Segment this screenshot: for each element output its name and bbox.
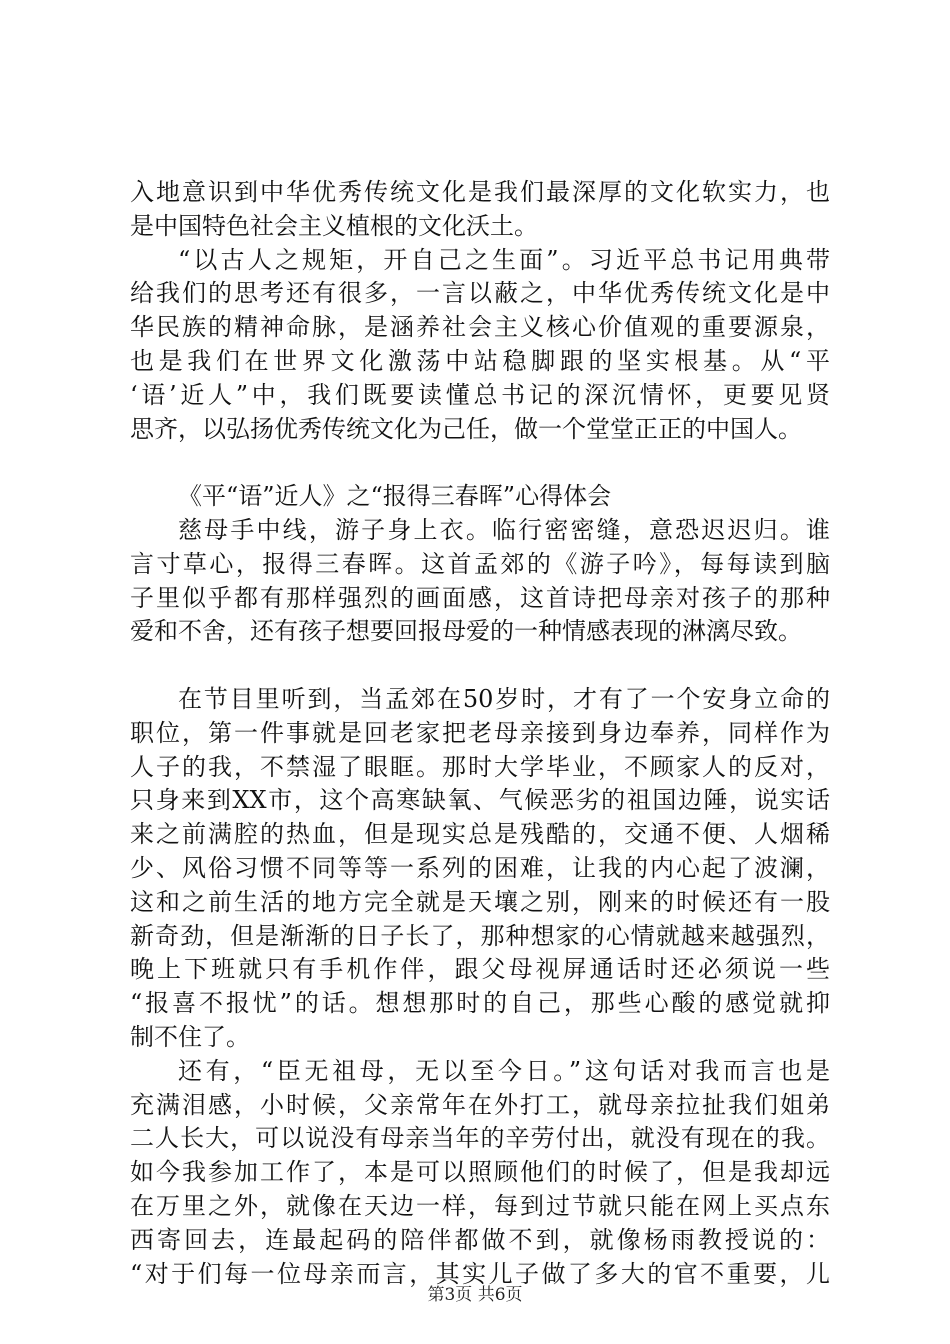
text-line: 还有，“臣无祖母，无以至今日。”这句话对我而言也是 bbox=[178, 1056, 830, 1085]
text-line: 爱和不舍，还有孩子想要回报母爱的一种情感表现的淋漓尽致。 bbox=[130, 617, 802, 646]
text-line: 华民族的精神命脉，是涵养社会主义核心价值观的重要源泉， bbox=[130, 313, 830, 342]
text-line: 少、风俗习惯不同等等一系列的困难，让我的内心起了波澜， bbox=[130, 853, 830, 882]
text-line: 来之前满腔的热血，但是现实总是残酷的，交通不便、人烟稀 bbox=[130, 820, 830, 849]
text-line: 如今我参加工作了，本是可以照顾他们的时候了，但是我却远 bbox=[130, 1158, 830, 1187]
text-line: “以古人之规矩，开自己之生面”。习近平总书记用典带 bbox=[178, 245, 830, 274]
text-line: ‘语’近人”中，我们既要读懂总书记的深沉情怀，更要见贤 bbox=[130, 380, 830, 409]
text-line: 二人长大，可以说没有母亲当年的辛劳付出，就没有现在的我。 bbox=[130, 1124, 830, 1153]
text-line: 入地意识到中华优秀传统文化是我们最深厚的文化软实力，也 bbox=[130, 178, 830, 206]
text-line: 这和之前生活的地方完全就是天壤之别，刚来的时候还有一股 bbox=[130, 887, 830, 916]
text-line: 充满泪感，小时候，父亲常年在外打工，就母亲拉扯我们姐弟 bbox=[130, 1090, 830, 1119]
text-line: 只身来到XX市，这个高寒缺氧、气候恶劣的祖国边陲，说实话 bbox=[130, 786, 830, 815]
text-line: 是中国特色社会主义植根的文化沃土。 bbox=[130, 211, 538, 240]
text-line: 西寄回去，连最起码的陪伴都做不到，就像杨雨教授说的： bbox=[130, 1225, 830, 1254]
section-heading: 《平“语”近人》之“报得三春晖”心得体会 bbox=[178, 482, 612, 511]
text-line: 在节目里听到，当孟郊在50岁时，才有了一个安身立命的 bbox=[178, 684, 830, 713]
text-line: 也是我们在世界文化激荡中站稳脚跟的坚实根基。从“平 bbox=[130, 346, 830, 375]
paragraph-gap bbox=[130, 649, 830, 683]
text-line: 新奇劲，但是渐渐的日子长了，那种想家的心情就越来越强烈， bbox=[130, 921, 830, 950]
text-line: 思齐，以弘扬优秀传统文化为己任，做一个堂堂正正的中国人。 bbox=[130, 414, 802, 443]
paragraph-gap bbox=[130, 446, 830, 480]
text-line: 制不住了。 bbox=[130, 1022, 250, 1051]
text-line: 言寸草心，报得三春晖。这首孟郊的《游子吟》，每每读到脑 bbox=[130, 549, 830, 578]
text-line: “报喜不报忧”的话。想想那时的自己，那些心酸的感觉就抑 bbox=[130, 989, 830, 1018]
text-line: “对于们每一位母亲而言，其实儿子做了多大的官不重要，儿 bbox=[130, 1259, 830, 1288]
text-line: 人子的我，不禁湿了眼眶。那时大学毕业，不顾家人的反对， bbox=[130, 752, 830, 781]
text-line: 慈母手中线，游子身上衣。临行密密缝，意恐迟迟归。谁 bbox=[178, 515, 830, 544]
page-number-footer: 第3页 共6页 bbox=[427, 1285, 523, 1305]
text-line: 给我们的思考还有很多，一言以蔽之，中华优秀传统文化是中 bbox=[130, 279, 830, 308]
text-line: 子里似乎都有那样强烈的画面感，这首诗把母亲对孩子的那种 bbox=[130, 583, 830, 612]
text-line: 晚上下班就只有手机作伴，跟父母视屏通话时还必须说一些 bbox=[130, 955, 830, 984]
document-body bbox=[130, 176, 830, 1291]
text-line: 在万里之外，就像在天边一样，每到过节就只能在网上买点东 bbox=[130, 1191, 830, 1220]
text-line: 职位，第一件事就是回老家把老母亲接到身边奉养，同样作为 bbox=[130, 718, 830, 747]
